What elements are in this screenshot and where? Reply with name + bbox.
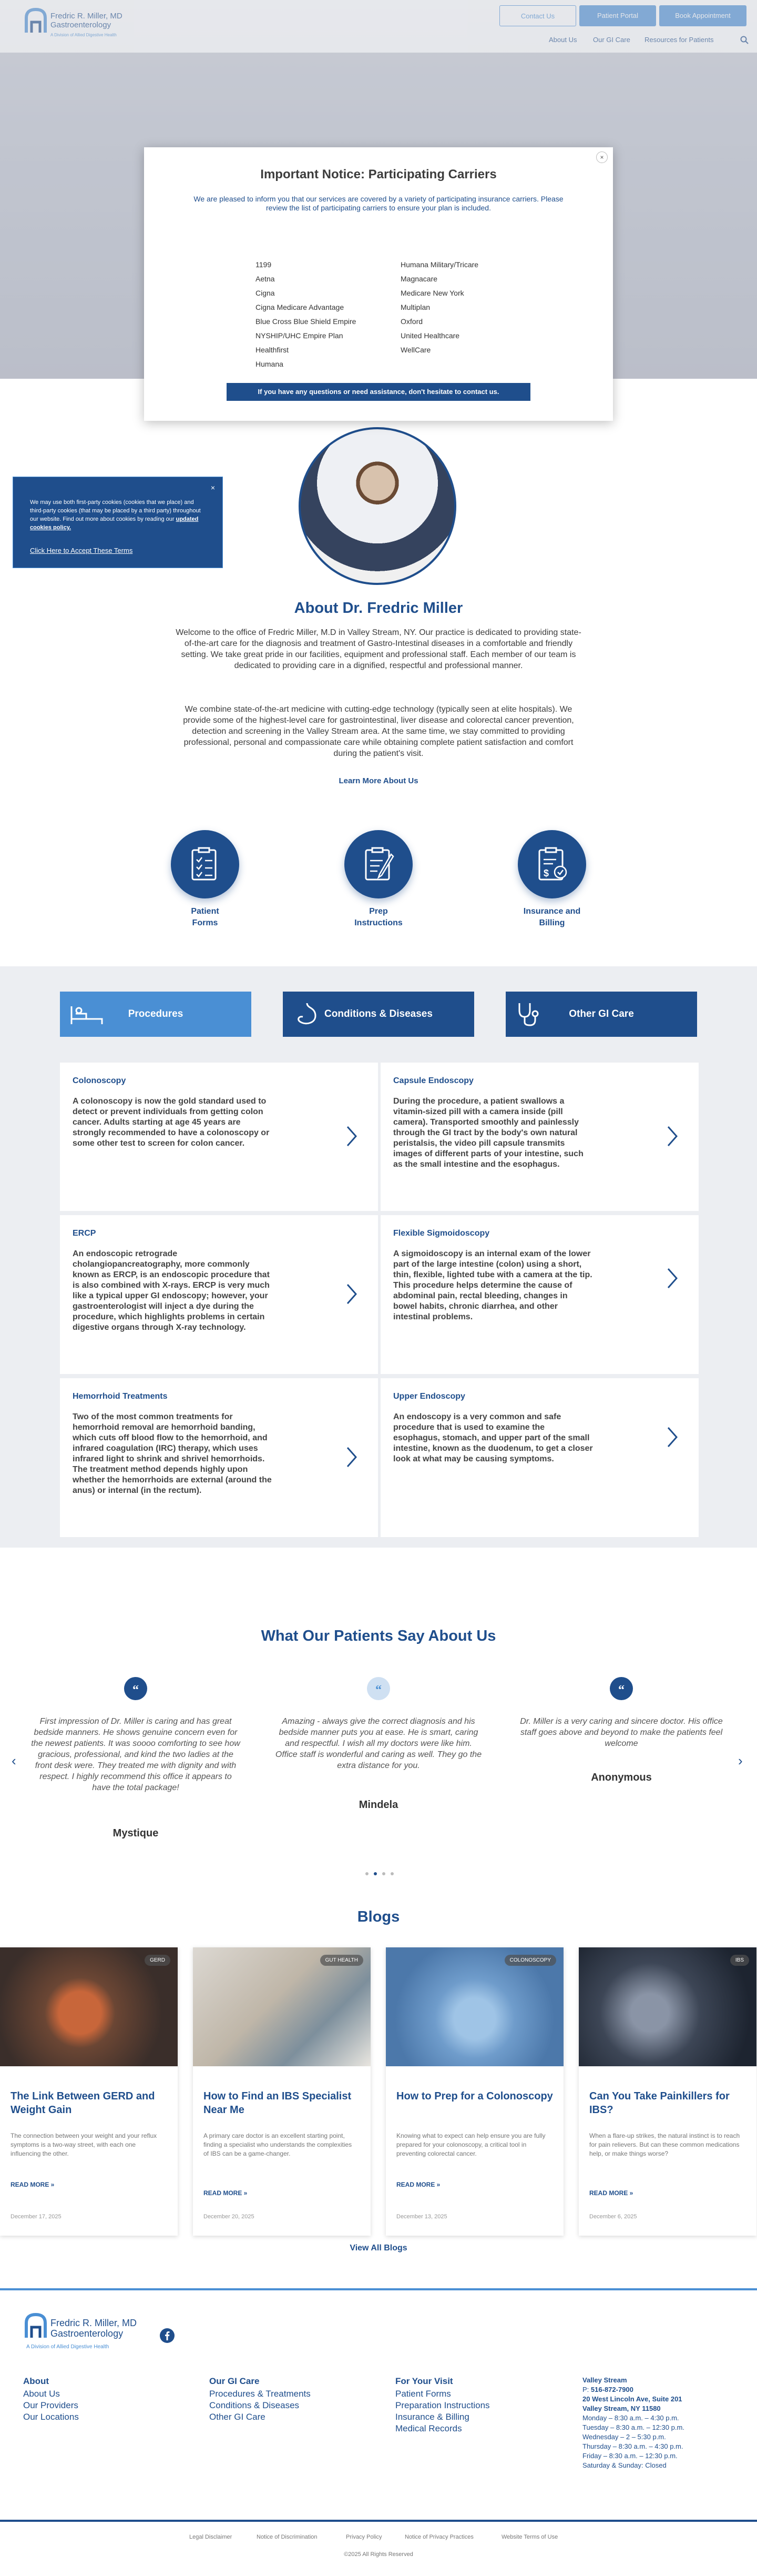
card-title: Flexible Sigmoidoscopy [393,1229,490,1238]
tab-other-gi-care-label: Other GI Care [569,1008,634,1019]
carousel-dot[interactable] [365,1872,369,1875]
modal-intro: We are pleased to inform you that our services are covered by a variety of participating insurance carriers. Please review the list of participating carriers to ensure your plan is included. [193,195,564,212]
cookie-banner [13,477,223,568]
footer-gi-title: Our GI Care [209,2376,260,2386]
logo-name-line1: Fredric R. Miller, MD [50,12,122,21]
carriers-modal [144,147,613,421]
tab-procedures[interactable] [60,992,251,1037]
carrier: Multiplan [401,303,431,311]
carousel-dot-active[interactable] [374,1872,377,1875]
carousel-prev-icon[interactable]: ‹ [12,1753,16,1769]
footer-link-other-gi-care[interactable]: Other GI Care [209,2412,265,2422]
accept-cookies-link[interactable]: Click Here to Accept These Terms [30,547,133,554]
blog-card[interactable] [193,1947,371,2236]
blog-title[interactable]: The Link Between GERD and Weight Gain [11,2090,155,2116]
tab-procedures-label: Procedures [128,1008,183,1019]
logo-mark-icon [23,2311,48,2342]
cookie-text-body: We may use both first-party cookies (cookies that we place) and third-party cookies (that may be placed by a third party) throughout our website. Find out more about cookies by reading our [30,499,201,522]
footer-about-column [23,2376,79,2423]
card-text: An endoscopy is a very common and safe procedure that is used to examine the esophagus, stomach, and upper part of the small intestine, known as the duodenum, to get a closer look at what may be causing symptoms. [393,1412,593,1463]
read-more-link[interactable]: READ MORE » [396,2181,441,2188]
about-paragraph-1: Welcome to the office of Fredric Miller, M.D in Valley Stream, NY. Our practice is dedicated to providing state-of-the-art care for the diagnosis and treatment of Gastro-Intestinal diseases in a comfortable and friendly setting. We take great pride in our facilities, equipment and professional staff. Each member of our team is dedicated to providing care in a dignified, respectful and professional manner. [176,628,581,670]
carrier: 1199 [255,260,272,269]
chevron-right-icon[interactable] [667,1268,678,1289]
footer-about-title: About [23,2376,49,2386]
services-section [0,966,757,1548]
carrier: Blue Cross Blue Shield Empire [255,317,356,326]
privacy-practices-link[interactable]: Notice of Privacy Practices [405,2534,474,2540]
insurance-billing-icon[interactable] [518,830,586,898]
carousel-dots [363,1868,396,1878]
book-appointment-button[interactable]: Book Appointment [659,5,746,26]
location-phone[interactable]: 516-872-7900 [590,2386,633,2393]
patient-forms-label[interactable] [152,906,258,929]
learn-more-link[interactable]: Learn More About Us [339,776,418,785]
blog-card[interactable] [386,1947,564,2236]
card-text: A sigmoidoscopy is an internal exam of the lower part of the large intestine (colon) using a short, thin, flexible, lighted tube with a camera at the tip. This procedure helps determine the cause of abdominal pain, rectal bleeding, changes in bowel habits, chronic diarrhea, and other intestinal problems. [393,1249,592,1321]
patient-portal-button[interactable]: Patient Portal [579,5,656,26]
blog-date: December 6, 2025 [589,2214,637,2220]
chevron-right-icon[interactable] [346,1447,357,1468]
location-name: Valley Stream [582,2376,627,2384]
footer-link-patient-forms[interactable]: Patient Forms [395,2389,451,2399]
blog-card[interactable] [579,1947,756,2236]
blog-card[interactable] [0,1947,178,2236]
blog-excerpt: A primary care doctor is an excellent starting point, finding a specialist who understands the complexities of IBS can be a game-changer. [203,2132,352,2157]
footer-link-insurance[interactable]: Insurance & Billing [395,2412,469,2422]
location-address-line2[interactable]: Valley Stream, NY 11580 [582,2405,661,2412]
service-card-flexible-sigmoidoscopy[interactable] [381,1215,699,1374]
insurance-billing-label[interactable] [499,906,605,929]
footer-link-locations[interactable]: Our Locations [23,2412,79,2422]
logo-name-line2: Gastroenterology [50,21,111,29]
testimonial-name: Mindela [359,1799,398,1811]
quote-icon: “ [124,1677,147,1700]
terms-of-use-link[interactable]: Website Terms of Use [502,2534,558,2540]
service-card-ercp[interactable] [60,1215,378,1374]
carrier: United Healthcare [401,331,460,340]
footer-top-divider [0,2288,757,2290]
nav-our-gi-care[interactable]: Our GI Care [593,36,630,44]
hours: Monday – 8:30 a.m. – 4:30 p.m. [582,2414,679,2422]
insurance-billing-label-line2: Billing [539,918,565,927]
tab-other-gi-care[interactable] [506,992,697,1037]
modal-contact-button[interactable]: If you have any questions or need assistance, don't hesitate to contact us. [227,383,530,401]
blog-badge: IBS [730,1955,749,1966]
testimonial-text: First impression of Dr. Miller is caring and has great bedside manners. He shows genuine concern even for the newest patients. It was soooo comforting to see how gracious, professional, and kind the two ladies at the front desk were. They treated me with dignity and with respect. I highly recommend this office it appears to have the total package! [31,1717,240,1792]
footer-logo-tag: A Division of Allied Digestive Health [26,2344,109,2350]
contact-us-button[interactable]: Contact Us [499,5,576,26]
footer-gi-column [209,2376,311,2423]
carrier: Medicare New York [401,289,464,297]
logo-tagline: A Division of Allied Digestive Health [50,33,117,37]
svg-text:$: $ [544,868,549,878]
footer-link-prep[interactable]: Preparation Instructions [395,2400,490,2410]
carrier: Magnacare [401,275,438,283]
footer-location [582,2376,684,2470]
testimonial-text: Dr. Miller is a very caring and sincere doctor. His office staff goes above and beyond to make the patients feel welcome [520,1717,723,1748]
patient-forms-label-line1: Patient [191,907,219,916]
quote-icon: “ [367,1677,390,1700]
carrier: Oxford [401,317,423,326]
facebook-icon[interactable] [160,2328,175,2343]
prep-instructions-label-line1: Prep [369,907,388,916]
blog-badge: COLONOSCOPY [505,1955,556,1966]
carriers-right-list [401,258,478,357]
nav-about-us[interactable]: About Us [549,36,577,44]
footer-divider [0,2520,757,2522]
footer-link-records[interactable]: Medical Records [395,2423,462,2433]
blog-excerpt: The connection between your weight and your reflux symptoms is a two-way street, with each one influencing the other. [11,2132,157,2157]
blog-excerpt: When a flare-up strikes, the natural instinct is to reach for pain relievers. But can these common medications help, or make things worse? [589,2132,740,2157]
testimonial-text: Amazing - always give the correct diagnosis and his bedside manner puts you at ease. He is smart, caring and respectful. I wish all my doctors were like him. Office staff is wonderful and caring as well. They go the extra distance for you. [275,1717,482,1770]
card-text: A colonoscopy is now the gold standard used to detect or prevent individuals from getting colon cancer. Adults starting at age 45 years are strongly recommended to have a colonoscopy or some other test to screen for colon cancer. [73,1097,270,1148]
carousel-dot[interactable] [382,1872,385,1875]
quote-icon: “ [610,1677,633,1700]
footer-link-about-us[interactable]: About Us [23,2389,60,2399]
service-card-hemorrhoid-treatments[interactable] [60,1378,378,1537]
logo-mark-icon [23,6,48,37]
blog-title[interactable]: How to Find an IBS Specialist Near Me [203,2090,352,2116]
site-logo[interactable] [23,6,134,43]
footer-link-providers[interactable]: Our Providers [23,2400,78,2410]
search-icon[interactable] [740,36,749,44]
prep-instructions-icon[interactable] [344,830,413,898]
carrier: Humana Military/Tricare [401,260,479,269]
read-more-link[interactable]: READ MORE » [11,2181,55,2188]
footer-logo[interactable] [23,2311,160,2353]
modal-title: Important Notice: Participating Carriers [260,167,497,181]
footer-link-conditions[interactable]: Conditions & Diseases [209,2400,300,2410]
carrier: Humana [255,360,283,368]
carrier: NYSHIP/UHC Empire Plan [255,331,343,340]
testimonial-name: Anonymous [591,1772,652,1783]
blog-title[interactable]: Can You Take Painkillers for IBS? [589,2090,730,2116]
site-header [0,0,757,53]
blog-date: December 20, 2025 [203,2214,254,2220]
tab-conditions-label: Conditions & Diseases [324,1008,433,1019]
prep-instructions-label-line2: Instructions [354,918,403,927]
hours: Wednesday – 2 – 5:30 p.m. [582,2433,666,2441]
modal-close-icon[interactable]: × [596,151,608,163]
cookie-text [30,498,203,532]
prep-instructions-label[interactable] [326,906,431,929]
phone-label: P: [582,2386,589,2393]
nav-resources[interactable]: Resources for Patients [645,36,714,44]
service-card-capsule-endoscopy[interactable] [381,1063,699,1211]
carrier: Healthfirst [255,346,289,354]
carrier: Aetna [255,275,275,283]
card-title: ERCP [73,1229,96,1238]
insurance-billing-label-line1: Insurance and [523,907,581,916]
hours: Saturday & Sunday: Closed [582,2461,667,2469]
location-address-line1[interactable]: 20 West Lincoln Ave, Suite 201 [582,2395,682,2403]
blog-badge: GUT HEALTH [320,1955,363,1966]
blog-badge: GERD [145,1955,170,1966]
hours: Friday – 8:30 a.m. – 12:30 p.m. [582,2452,678,2460]
footer-logo-line1: Fredric R. Miller, MD [50,2318,137,2328]
chevron-right-icon[interactable] [667,1126,678,1147]
blog-date: December 17, 2025 [11,2214,62,2220]
testimonial-name: Mystique [112,1827,159,1839]
testimonials-title: What Our Patients Say About Us [261,1628,496,1644]
chevron-right-icon[interactable] [667,1427,678,1448]
read-more-link[interactable]: READ MORE » [589,2189,633,2197]
blog-excerpt: Knowing what to expect can help ensure you are fully prepared for your colonoscopy, a critical tool in preventing colorectal cancer. [396,2132,546,2157]
hours: Tuesday – 8:30 a.m. – 12:30 p.m. [582,2423,684,2431]
footer-visit-title: For Your Visit [395,2376,453,2386]
read-more-link[interactable]: READ MORE » [203,2189,248,2197]
hours: Thursday – 8:30 a.m. – 4:30 p.m. [582,2442,683,2450]
carousel-dot[interactable] [391,1872,394,1875]
blog-date: December 13, 2025 [396,2214,447,2220]
carousel-next-icon[interactable]: › [738,1753,743,1769]
chevron-right-icon[interactable] [346,1284,357,1305]
doctor-photo [299,427,456,585]
carriers-left-list [255,258,356,371]
card-title: Colonoscopy [73,1076,126,1085]
about-paragraph-2: We combine state-of-the-art medicine with cutting-edge technology (typically seen at elite hospitals). We provide some of the highest-level care for gastrointestinal, liver disease and colorectal cancer prevention, detection and screening in the Valley Stream area. At the same time, we stay committed to providing professional, personal and compassionate care while obtaining complete patient satisfaction and comfort during the patient's visit. [183,705,574,758]
patient-forms-label-line2: Forms [192,918,218,927]
card-text: Two of the most common treatments for hemorrhoid removal are hemorrhoid banding, which cuts off blood flow to the hemorrhoid, and infrared coagulation (IRC) therapy, which uses infrared light to shrink and shrivel hemorrhoids. The treatment method depends highly upon whether the hemorrhoids are external (around the anus) or internal (in the rectum). [73,1412,272,1495]
view-all-blogs-link[interactable]: View All Blogs [350,2244,407,2252]
privacy-policy-link[interactable]: Privacy Policy [346,2534,382,2540]
card-title: Capsule Endoscopy [393,1076,474,1085]
footer-visit-column [395,2376,490,2434]
copyright: ©2025 All Rights Reserved [344,2551,413,2558]
about-title: About Dr. Fredric Miller [294,600,463,617]
carrier: WellCare [401,346,431,354]
footer-logo-line2: Gastroenterology [50,2328,124,2339]
notice-discrimination-link[interactable]: Notice of Discrimination [257,2534,318,2540]
service-card-colonoscopy[interactable] [60,1063,378,1211]
carrier: Cigna [255,289,275,297]
footer-link-procedures[interactable]: Procedures & Treatments [209,2389,311,2399]
cookie-policy-link[interactable]: updated cookies policy. [30,516,199,531]
legal-disclaimer-link[interactable]: Legal Disclaimer [189,2534,232,2540]
chevron-right-icon[interactable] [346,1126,357,1147]
cookie-close-icon[interactable]: × [210,483,215,492]
patient-forms-icon[interactable] [171,830,239,898]
card-title: Upper Endoscopy [393,1392,465,1401]
blog-image [579,1947,756,2066]
carrier: Cigna Medicare Advantage [255,303,344,311]
tab-conditions[interactable] [283,992,474,1037]
card-text: An endoscopic retrograde cholangiopancreatography, more commonly known as ERCP, is an endoscopic procedure that is also combined with X-rays. ERCP is very much like a typical upper GI endoscopy; however, your gastroenterologist will inject a dye during the procedure, which highlights problems in certain digestive organs through X-ray technology. [73,1249,270,1332]
blogs-title: Blogs [357,1908,400,1925]
card-text: During the procedure, a patient swallows a vitamin-sized pill with a camera inside (pill camera). Transported smoothly and painlessly through the GI tract by the body's own natural peristalsis, the video pill capsule transmits images of different parts of your intestine, such as the small intestine and the esophagus. [393,1097,584,1169]
card-title: Hemorrhoid Treatments [73,1392,168,1401]
service-card-upper-endoscopy[interactable] [381,1378,699,1537]
blog-title[interactable]: How to Prep for a Colonoscopy [396,2090,553,2102]
location-phone-row [582,2385,684,2395]
